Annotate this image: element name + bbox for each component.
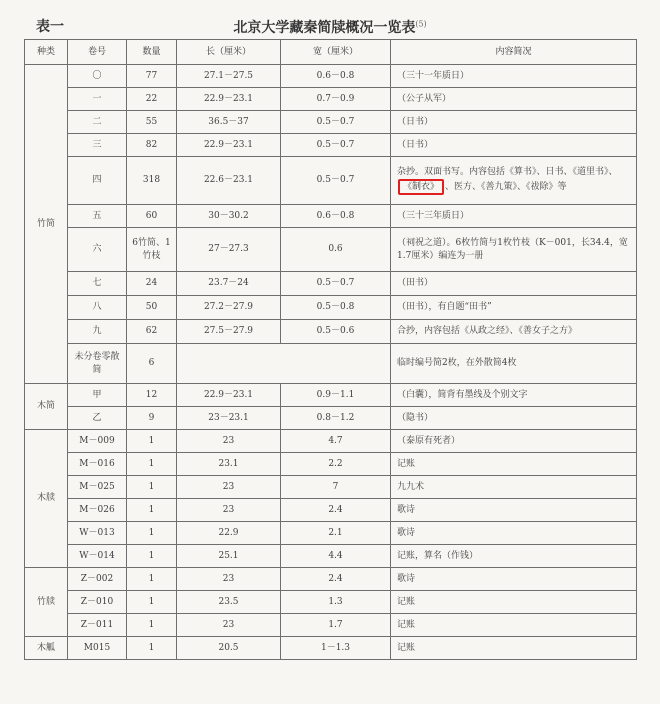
count-cell: 1	[127, 568, 177, 591]
table-row	[25, 88, 637, 111]
volume-cell: 〇	[68, 65, 127, 88]
count-cell: 1	[127, 522, 177, 545]
count-cell: 55	[127, 111, 177, 134]
content-cell: 临时编号简2枚，在外散简4枚	[391, 344, 637, 384]
count-cell: 50	[127, 296, 177, 320]
count-cell: 1	[127, 545, 177, 568]
volume-cell: 未分卷零散简	[68, 344, 127, 384]
table-row	[25, 430, 637, 453]
volume-cell: 二	[68, 111, 127, 134]
width-cell: 1－1.3	[281, 637, 391, 660]
length-cell: 23.7－24	[177, 272, 281, 296]
length-cell: 23	[177, 430, 281, 453]
length-cell: 23	[177, 614, 281, 637]
length-cell: 22.6－23.1	[177, 157, 281, 205]
width-cell: 4.4	[281, 545, 391, 568]
content-cell: 记账	[391, 637, 637, 660]
length-cell: 23	[177, 568, 281, 591]
count-cell: 1	[127, 614, 177, 637]
count-cell: 1	[127, 499, 177, 522]
volume-cell: M－026	[68, 499, 127, 522]
title-text: 北京大学藏秦简牍概况一览表	[233, 20, 416, 36]
table-row	[25, 407, 637, 430]
column-header-length: 长（厘米）	[177, 40, 281, 65]
column-header-content: 内容简况	[391, 40, 637, 65]
count-cell: 22	[127, 88, 177, 111]
length-cell: 22.9－23.1	[177, 88, 281, 111]
volume-cell: 四	[68, 157, 127, 205]
length-cell: 23.5	[177, 591, 281, 614]
width-cell: 2.2	[281, 453, 391, 476]
count-cell: 12	[127, 384, 177, 407]
volume-cell: M－016	[68, 453, 127, 476]
content-cell: （田书），有自题“田书”	[391, 296, 637, 320]
table-row	[25, 476, 637, 499]
content-cell: 记账，算名（作钱）	[391, 545, 637, 568]
column-header-count: 数量	[127, 40, 177, 65]
length-cell: 22.9－23.1	[177, 384, 281, 407]
width-cell: 0.5－0.6	[281, 320, 391, 344]
length-cell: 22.9	[177, 522, 281, 545]
table-row	[25, 228, 637, 272]
width-cell: 0.6－0.8	[281, 205, 391, 228]
table-row	[25, 499, 637, 522]
width-cell: 0.6－0.8	[281, 65, 391, 88]
category-cell: 竹简	[25, 65, 68, 384]
count-cell: 6竹简、1竹枝	[127, 228, 177, 272]
content-cell: （日书）	[391, 134, 637, 157]
count-cell: 318	[127, 157, 177, 205]
volume-cell: 八	[68, 296, 127, 320]
volume-cell: 乙	[68, 407, 127, 430]
count-cell: 60	[127, 205, 177, 228]
table-row	[25, 320, 637, 344]
width-cell: 7	[281, 476, 391, 499]
volume-cell: 三	[68, 134, 127, 157]
column-header-volume: 卷号	[68, 40, 127, 65]
catalog-table	[24, 39, 637, 660]
content-cell: 记账	[391, 591, 637, 614]
count-cell: 6	[127, 344, 177, 384]
content-cell: （公子从军）	[391, 88, 637, 111]
volume-cell: 七	[68, 272, 127, 296]
table-row	[25, 111, 637, 134]
header-row	[25, 40, 637, 65]
footnote-ref: (5)	[415, 19, 427, 29]
volume-cell: M－009	[68, 430, 127, 453]
category-cell: 竹牍	[25, 568, 68, 637]
content-cell: 合抄，内容包括《从政之经》、《善女子之方》	[391, 320, 637, 344]
width-cell: 1.7	[281, 614, 391, 637]
table-row	[25, 453, 637, 476]
length-cell: 27－27.3	[177, 228, 281, 272]
content-cell: （白囊），简背有墨线及个别文字	[391, 384, 637, 407]
volume-cell: M015	[68, 637, 127, 660]
volume-cell: Z－010	[68, 591, 127, 614]
table-row	[25, 65, 637, 88]
table-row	[25, 384, 637, 407]
count-cell: 9	[127, 407, 177, 430]
width-cell: 2.4	[281, 499, 391, 522]
width-cell: 0.5－0.7	[281, 157, 391, 205]
column-header-width: 宽（厘米）	[281, 40, 391, 65]
count-cell: 1	[127, 453, 177, 476]
width-cell: 2.4	[281, 568, 391, 591]
content-text: 、医方、《善九策》、《祓除》等	[445, 181, 567, 192]
content-cell: 记账	[391, 453, 637, 476]
content-cell: （三十一年质日）	[391, 65, 637, 88]
highlighted-title: 《制衣》	[398, 179, 444, 195]
table-row	[25, 568, 637, 591]
length-cell: 30－30.2	[177, 205, 281, 228]
length-cell: 23	[177, 499, 281, 522]
volume-cell: W－013	[68, 522, 127, 545]
category-cell: 木觚	[25, 637, 68, 660]
volume-cell: 一	[68, 88, 127, 111]
content-cell: 歌诗	[391, 522, 637, 545]
width-cell: 2.1	[281, 522, 391, 545]
width-cell: 4.7	[281, 430, 391, 453]
count-cell: 62	[127, 320, 177, 344]
document-title	[0, 17, 660, 37]
content-cell: （祠祝之道）。6枚竹简与1枚竹枝（K－001，长34.4，宽1.7厘米）编连为一册	[391, 228, 637, 272]
table-row	[25, 134, 637, 157]
length-cell: 23.1	[177, 453, 281, 476]
table-row	[25, 205, 637, 228]
volume-cell: W－014	[68, 545, 127, 568]
width-cell: 0.8－1.2	[281, 407, 391, 430]
table-label: 表一	[36, 19, 64, 35]
content-cell	[391, 157, 637, 205]
table-row	[25, 157, 637, 205]
count-cell: 1	[127, 637, 177, 660]
width-cell: 0.9－1.1	[281, 384, 391, 407]
content-text: 杂抄。双面书写。内容包括《算书》、日书、《道里书》、	[397, 167, 618, 178]
table-row	[25, 296, 637, 320]
count-cell: 1	[127, 430, 177, 453]
length-cell: 27.1－27.5	[177, 65, 281, 88]
count-cell: 77	[127, 65, 177, 88]
volume-cell: 五	[68, 205, 127, 228]
volume-cell: 六	[68, 228, 127, 272]
width-cell: 0.5－0.7	[281, 134, 391, 157]
content-cell: 歌诗	[391, 568, 637, 591]
table-row	[25, 637, 637, 660]
length-cell: 22.9－23.1	[177, 134, 281, 157]
volume-cell: Z－002	[68, 568, 127, 591]
category-cell: 木简	[25, 384, 68, 430]
table-row	[25, 272, 637, 296]
width-cell: 0.6	[281, 228, 391, 272]
table-row	[25, 522, 637, 545]
length-cell: 25.1	[177, 545, 281, 568]
width-cell: 0.7－0.9	[281, 88, 391, 111]
length-cell: 27.2－27.9	[177, 296, 281, 320]
volume-cell: Z－011	[68, 614, 127, 637]
count-cell: 24	[127, 272, 177, 296]
content-cell: （隐书）	[391, 407, 637, 430]
count-cell: 82	[127, 134, 177, 157]
width-cell: 1.3	[281, 591, 391, 614]
length-cell: 23－23.1	[177, 407, 281, 430]
width-cell: 0.5－0.8	[281, 296, 391, 320]
content-cell: 九九术	[391, 476, 637, 499]
length-cell: 36.5－37	[177, 111, 281, 134]
volume-cell: M－025	[68, 476, 127, 499]
content-cell: （三十三年质日）	[391, 205, 637, 228]
width-cell: 0.5－0.7	[281, 272, 391, 296]
volume-cell: 九	[68, 320, 127, 344]
content-cell: 记账	[391, 614, 637, 637]
table-row	[25, 344, 637, 384]
width-cell: 0.5－0.7	[281, 111, 391, 134]
content-cell: （泰原有死者）	[391, 430, 637, 453]
content-cell: （日书）	[391, 111, 637, 134]
content-cell: 歌诗	[391, 499, 637, 522]
table-row	[25, 614, 637, 637]
count-cell: 1	[127, 591, 177, 614]
category-cell: 木牍	[25, 430, 68, 568]
volume-cell: 甲	[68, 384, 127, 407]
table-row	[25, 545, 637, 568]
column-header-category: 种类	[25, 40, 68, 65]
content-cell: （田书）	[391, 272, 637, 296]
count-cell: 1	[127, 476, 177, 499]
length-cell: 27.5－27.9	[177, 320, 281, 344]
length-cell: 23	[177, 476, 281, 499]
empty-cell	[177, 344, 391, 384]
table-row	[25, 591, 637, 614]
length-cell: 20.5	[177, 637, 281, 660]
